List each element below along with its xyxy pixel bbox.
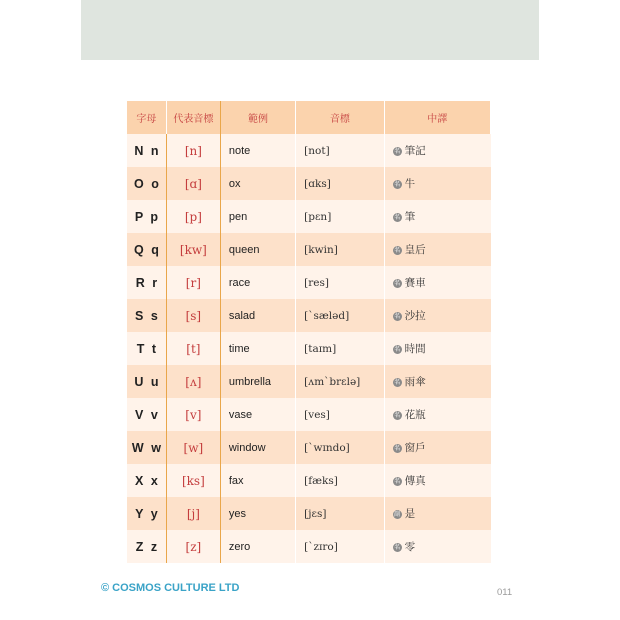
letter-cell: P p [127, 200, 166, 233]
part-of-speech-icon: 名 [394, 346, 401, 353]
ipa-cell: [s] [166, 299, 220, 332]
phonetic-cell: [ves] [296, 398, 384, 431]
phonetic-cell: [ʌmˋbrɛlə] [296, 365, 384, 398]
ipa-cell: [r] [166, 266, 220, 299]
table-row [127, 266, 491, 299]
header-word: 範例 [220, 101, 295, 134]
letter-cell: Q q [127, 233, 166, 266]
letter-cell: T t [127, 332, 166, 365]
header-ipa: 代表音標 [166, 101, 220, 134]
table-row [127, 299, 491, 332]
table-row [127, 167, 491, 200]
meaning-cell [384, 530, 490, 563]
ipa-cell: [v] [166, 398, 220, 431]
table-row [127, 200, 491, 233]
header-phonetic: 音標 [296, 101, 384, 134]
table-row [127, 497, 491, 530]
table-row [127, 530, 491, 563]
meaning-cell [384, 233, 490, 266]
meaning-text: 沙拉 [404, 310, 426, 322]
letter-cell: V v [127, 398, 166, 431]
meaning-cell [384, 167, 490, 200]
example-word-cell: salad [220, 299, 295, 332]
part-of-speech-icon: 名 [394, 544, 401, 551]
example-word-cell: race [220, 266, 295, 299]
phonetic-cell: [res] [296, 266, 384, 299]
part-of-speech-icon: 名 [394, 181, 401, 188]
meaning-cell [384, 497, 490, 530]
meaning-text: 皇后 [404, 244, 426, 256]
top-header-band [81, 0, 539, 60]
meaning-text: 零 [404, 541, 416, 553]
meaning-cell [384, 134, 490, 167]
phonetic-cell: [taɪm] [296, 332, 384, 365]
table-row [127, 398, 491, 431]
example-word-cell: zero [220, 530, 295, 563]
table-row [127, 365, 491, 398]
phonetic-cell: [ˋwɪndo] [296, 431, 384, 464]
ipa-cell: [j] [166, 497, 220, 530]
phonetic-cell: [ˋsæləd] [296, 299, 384, 332]
part-of-speech-icon: 名 [394, 445, 401, 452]
meaning-text: 傳真 [404, 475, 426, 487]
part-of-speech-icon: 名 [394, 148, 401, 155]
letter-cell: S s [127, 299, 166, 332]
table-row [127, 134, 491, 167]
part-of-speech-icon: 名 [394, 247, 401, 254]
ipa-cell: [ɑ] [166, 167, 220, 200]
letter-cell: Y y [127, 497, 166, 530]
phonetic-cell: [kwin] [296, 233, 384, 266]
phonetic-cell: [jɛs] [296, 497, 384, 530]
phonetic-cell: [pɛn] [296, 200, 384, 233]
part-of-speech-icon: 名 [394, 214, 401, 221]
example-word-cell: ox [220, 167, 295, 200]
example-word-cell: umbrella [220, 365, 295, 398]
ipa-cell: [p] [166, 200, 220, 233]
part-of-speech-icon: 名 [394, 280, 401, 287]
meaning-cell [384, 365, 490, 398]
ipa-cell: [z] [166, 530, 220, 563]
example-word-cell: fax [220, 464, 295, 497]
letter-cell: U u [127, 365, 166, 398]
table-row [127, 464, 491, 497]
ipa-cell: [kw] [166, 233, 220, 266]
letter-cell: N n [127, 134, 166, 167]
meaning-cell [384, 200, 490, 233]
meaning-text: 是 [404, 508, 416, 520]
table-row [127, 431, 491, 464]
example-word-cell: yes [220, 497, 295, 530]
phonetic-cell: [ɑks] [296, 167, 384, 200]
example-word-cell: note [220, 134, 295, 167]
letter-cell: Z z [127, 530, 166, 563]
meaning-text: 筆記 [404, 145, 426, 157]
example-word-cell: queen [220, 233, 295, 266]
example-word-cell: pen [220, 200, 295, 233]
ipa-cell: [ʌ] [166, 365, 220, 398]
ipa-cell: [n] [166, 134, 220, 167]
part-of-speech-icon: 副 [394, 511, 401, 518]
ipa-cell: [w] [166, 431, 220, 464]
meaning-cell [384, 398, 490, 431]
meaning-text: 雨傘 [404, 376, 426, 388]
meaning-cell [384, 464, 490, 497]
example-word-cell: vase [220, 398, 295, 431]
meaning-text: 筆 [404, 211, 416, 223]
copyright-text: © COSMOS CULTURE LTD [101, 582, 240, 594]
part-of-speech-icon: 名 [394, 313, 401, 320]
letter-cell: X x [127, 464, 166, 497]
meaning-cell [384, 431, 490, 464]
header-meaning: 中譯 [384, 101, 490, 134]
meaning-text: 牛 [404, 178, 416, 190]
part-of-speech-icon: 名 [394, 412, 401, 419]
phonetic-cell: [ˋzɪro] [296, 530, 384, 563]
table-header-row [127, 101, 491, 134]
phonetic-cell: [not] [296, 134, 384, 167]
example-word-cell: time [220, 332, 295, 365]
table-row [127, 332, 491, 365]
letter-cell: W w [127, 431, 166, 464]
phonics-table [127, 101, 491, 563]
meaning-text: 窗戶 [404, 442, 426, 454]
meaning-text: 時間 [404, 343, 426, 355]
meaning-text: 花瓶 [404, 409, 426, 421]
ipa-cell: [t] [166, 332, 220, 365]
letter-cell: R r [127, 266, 166, 299]
ipa-cell: [ks] [166, 464, 220, 497]
letter-cell: O o [127, 167, 166, 200]
part-of-speech-icon: 名 [394, 379, 401, 386]
phonetic-cell: [fæks] [296, 464, 384, 497]
example-word-cell: window [220, 431, 295, 464]
page-number: 011 [497, 587, 513, 598]
part-of-speech-icon: 名 [394, 478, 401, 485]
meaning-cell [384, 332, 490, 365]
meaning-cell [384, 299, 490, 332]
table-row [127, 233, 491, 266]
header-letter: 字母 [127, 101, 166, 134]
meaning-cell [384, 266, 490, 299]
meaning-text: 賽車 [404, 277, 426, 289]
